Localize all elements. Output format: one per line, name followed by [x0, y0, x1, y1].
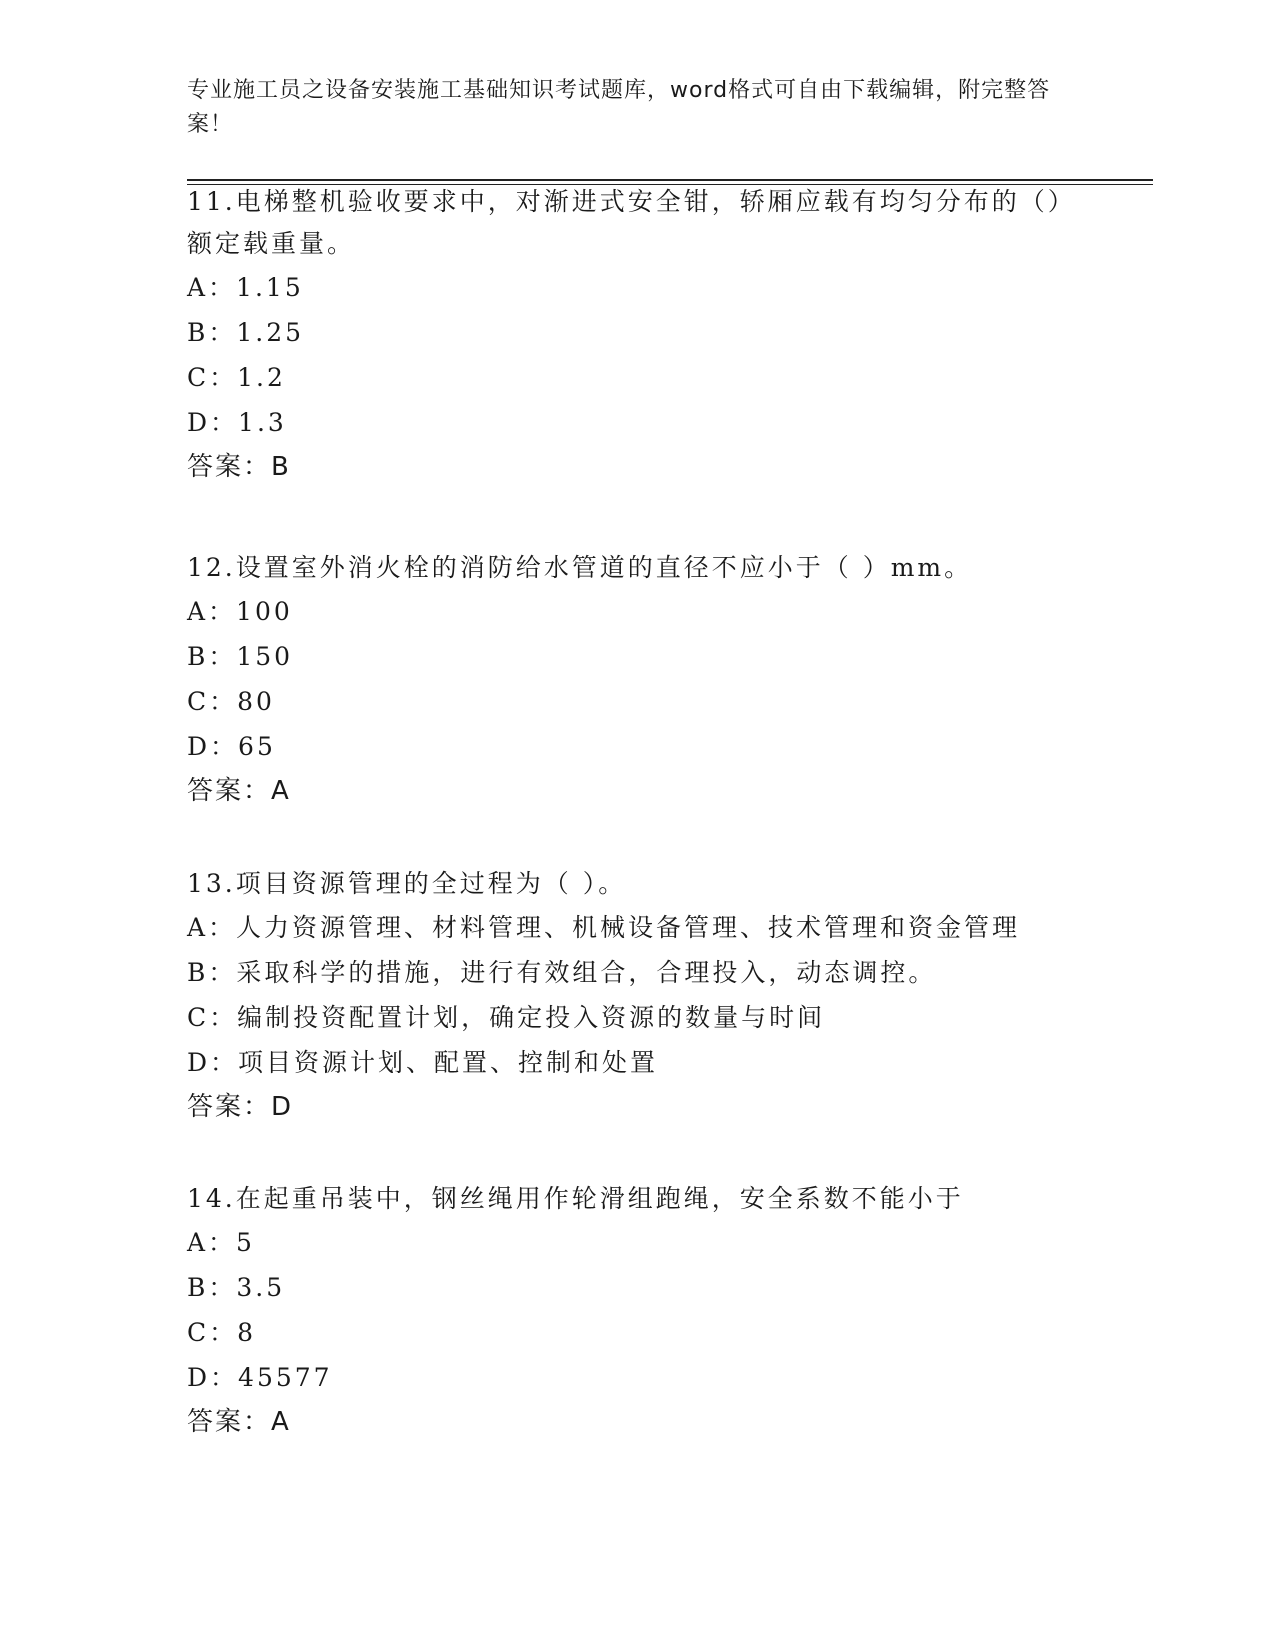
- answer-label: 答案：B: [187, 452, 291, 482]
- answer-label: 答案：A: [187, 776, 291, 806]
- option-d: D：1.3: [187, 408, 287, 437]
- option-a: A：100: [187, 597, 293, 626]
- option-c: C：8: [187, 1318, 257, 1347]
- option-b: B：3.5: [187, 1273, 286, 1302]
- question-12: [187, 547, 1087, 814]
- option-d: D：65: [187, 732, 276, 761]
- question-stem: 14.在起重吊装中，钢丝绳用作轮滑组跑绳，安全系数不能小于: [187, 1184, 964, 1213]
- answer-label: 答案：A: [187, 1407, 291, 1437]
- option-c: C：1.2: [187, 363, 286, 392]
- document-header: 专业施工员之设备安装施工基础知识考试题库，word格式可自由下载编辑，附完整答案！: [187, 78, 1051, 137]
- question-stem: 13.项目资源管理的全过程为（ ）。: [187, 869, 627, 898]
- option-a: A：人力资源管理、材料管理、机械设备管理、技术管理和资金管理: [187, 913, 1021, 942]
- option-d: D：项目资源计划、配置、控制和处置: [187, 1048, 659, 1077]
- option-c: C：80: [187, 687, 275, 716]
- option-a: A：5: [187, 1228, 255, 1257]
- question-13: [187, 863, 1087, 1130]
- option-b: B：150: [187, 642, 294, 671]
- question-stem: 12.设置室外消火栓的消防给水管道的直径不应小于（ ）mm。: [187, 553, 973, 582]
- option-c: C：编制投资配置计划，确定投入资源的数量与时间: [187, 1003, 826, 1032]
- option-a: A：1.15: [187, 273, 304, 302]
- question-stem: 11.电梯整机验收要求中，对渐进式安全钳，轿厢应载有均匀分布的（）额定载重量。: [187, 187, 1064, 258]
- option-d: D：45577: [187, 1363, 333, 1392]
- option-b: B：1.25: [187, 318, 305, 347]
- question-14: [187, 1178, 1087, 1445]
- question-11: [187, 181, 1087, 490]
- option-b: B：采取科学的措施，进行有效组合，合理投入，动态调控。: [187, 958, 937, 987]
- answer-label: 答案：D: [187, 1092, 294, 1122]
